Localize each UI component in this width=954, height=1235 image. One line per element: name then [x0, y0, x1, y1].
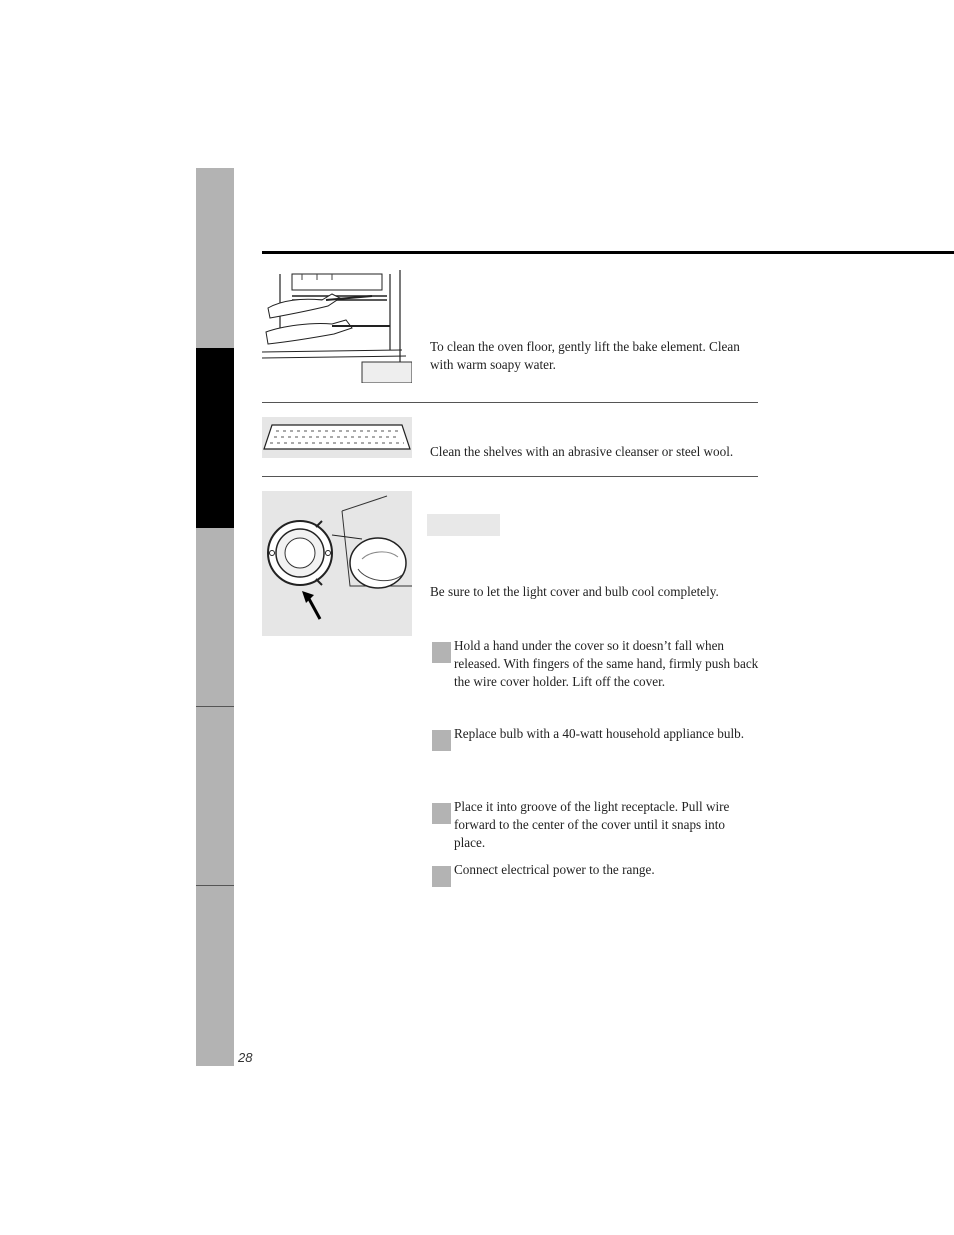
header-rule	[262, 251, 954, 254]
step-1-text: Hold a hand under the cover so it doesn’t fall when released. With fingers of the same hand, firmly push back the wire cover holder. Lift off the cover.	[454, 638, 759, 689]
step-marker-1	[432, 642, 451, 663]
step-marker-2	[432, 730, 451, 751]
side-tab-4	[196, 707, 234, 886]
side-tab-1	[196, 168, 234, 348]
light-cool-note: Be sure to let the light cover and bulb cool completely.	[430, 584, 719, 599]
page-number: 28	[238, 1050, 253, 1065]
side-tab-5	[196, 886, 234, 1066]
oven-floor-text: To clean the oven floor, gently lift the bake element. Clean with warm soapy water.	[430, 339, 740, 372]
side-tab-3	[196, 528, 234, 707]
section-divider-1	[262, 402, 758, 403]
step-2-text: Replace bulb with a 40-watt household appliance bulb.	[454, 726, 745, 741]
step-4-text: Connect electrical power to the range.	[454, 862, 655, 877]
side-tab-active	[196, 348, 234, 528]
shelves-text: Clean the shelves with an abrasive cleanser or steel wool.	[430, 444, 734, 459]
label-highlight	[427, 514, 500, 536]
oven-shelf-illustration	[262, 417, 412, 458]
oven-light-illustration	[262, 491, 412, 636]
step-marker-4	[432, 866, 451, 887]
oven-floor-illustration	[262, 270, 412, 383]
step-3-text: Place it into groove of the light receptacle. Pull wire forward to the center of the cover until it snaps into place.	[454, 799, 730, 850]
section-divider-2	[262, 476, 758, 477]
step-marker-3	[432, 803, 451, 824]
